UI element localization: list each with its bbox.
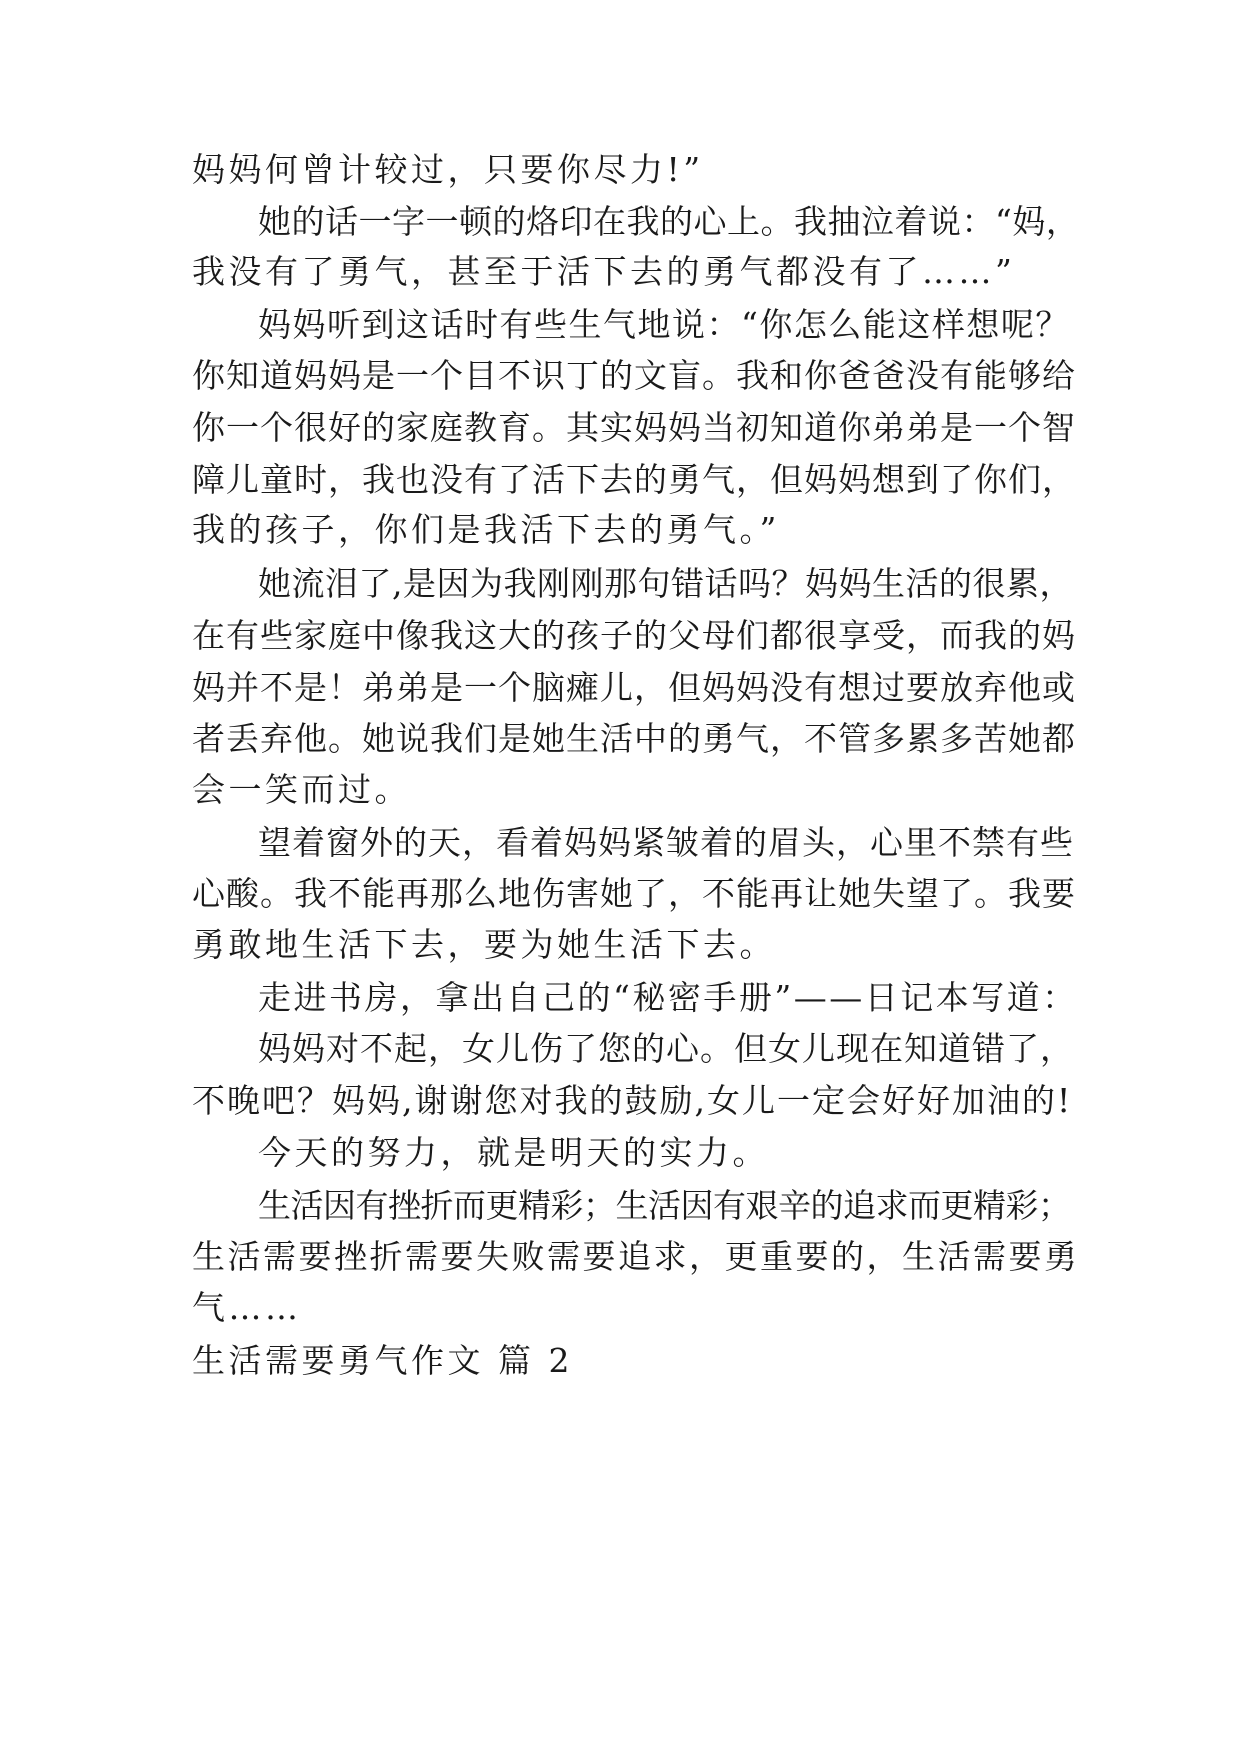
text-line: 今天的努力，就是明天的实力。 — [258, 1133, 769, 1172]
text-line: 妈妈何曾计较过，只要你尽力!” — [192, 150, 704, 189]
text-line: 你知道妈妈是一个目不识丁的文盲。我和你爸爸没有能够给 — [192, 356, 1076, 395]
text-line: 会一笑而过。 — [192, 770, 411, 809]
text-line: 走进书房，拿出自己的“秘密手册”——日记本写道： — [258, 978, 1078, 1017]
text-line: 望着窗外的天，看着妈妈紧皱着的眉头，心里不禁有些 — [258, 823, 1074, 862]
text-line: 她流泪了,是因为我刚刚那句错话吗？妈妈生活的很累， — [258, 564, 1073, 603]
text-line: 在有些家庭中像我这大的孩子的父母们都很享受，而我的妈 — [192, 616, 1076, 655]
text-line: 不晚吧？妈妈,谢谢您对我的鼓励,女儿一定会好好加油的! — [192, 1081, 1073, 1120]
text-line: 气…… — [192, 1288, 302, 1327]
text-line: 我的孩子，你们是我活下去的勇气。” — [192, 510, 780, 549]
section-heading: 生活需要勇气作文 篇 2 — [192, 1341, 573, 1380]
text-line: 障儿童时，我也没有了活下去的勇气，但妈妈想到了你们， — [192, 460, 1076, 499]
text-line: 我没有了勇气，甚至于活下去的勇气都没有了……” — [192, 252, 1016, 291]
text-line: 生活需要挫折需要失败需要追求，更重要的，生活需要勇 — [192, 1237, 1080, 1276]
text-line: 妈并不是！弟弟是一个脑瘫儿，但妈妈没有想过要放弃他或 — [192, 668, 1076, 707]
text-line: 勇敢地生活下去，要为她生活下去。 — [192, 925, 776, 964]
text-line: 她的话一字一顿的烙印在我的心上。我抽泣着说：“妈， — [258, 202, 1080, 241]
text-line: 生活因有挫折而更精彩；生活因有艰辛的追求而更精彩； — [258, 1186, 1071, 1225]
text-line: 妈妈听到这话时有些生气地说：“你怎么能这样想呢？ — [258, 305, 1070, 344]
text-line: 者丢弃他。她说我们是她生活中的勇气，不管多累多苦她都 — [192, 719, 1076, 758]
text-line: 你一个很好的家庭教育。其实妈妈当初知道你弟弟是一个智 — [192, 408, 1076, 447]
text-line: 妈妈对不起，女儿伤了您的心。但女儿现在知道错了， — [258, 1029, 1074, 1068]
text-line: 心酸。我不能再那么地伤害她了，不能再让她失望了。我要 — [192, 874, 1076, 913]
